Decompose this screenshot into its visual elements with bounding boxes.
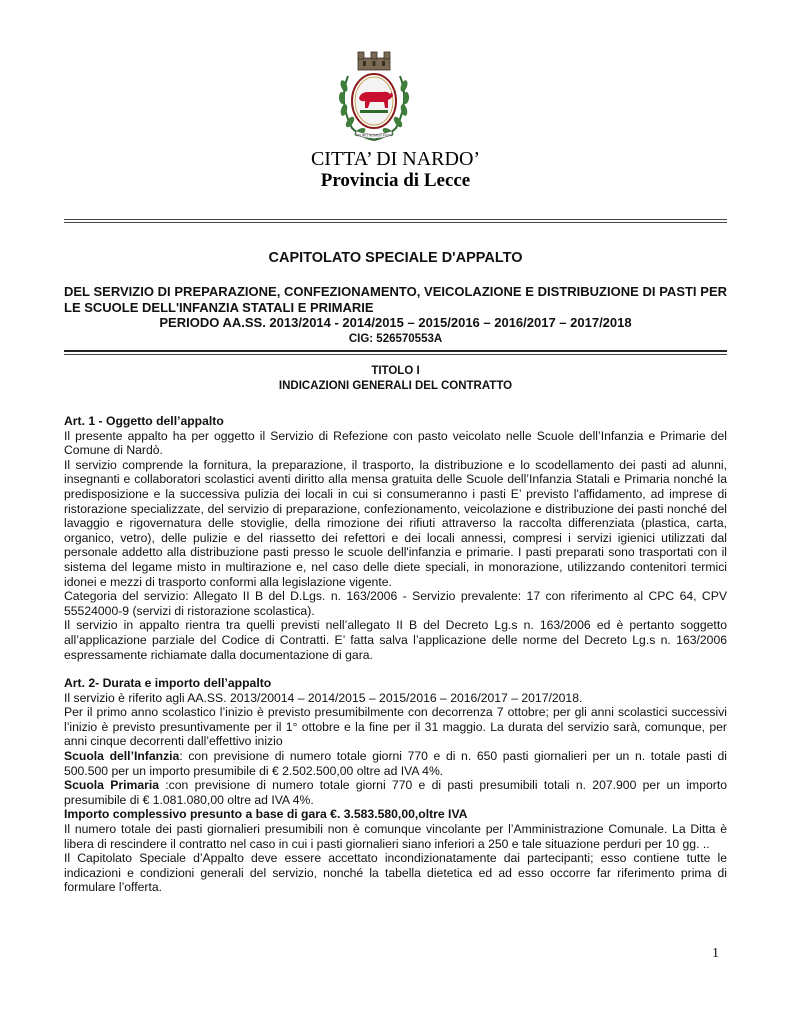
city-crest-logo <box>334 46 414 146</box>
subtitle-period: PERIODO AA.SS. 2013/2014 - 2014/2015 – 2015/2016 – 2016/2017 – 2017/2018 <box>159 315 632 330</box>
cig-code: CIG: 526570553A <box>348 333 443 345</box>
document-subtitle <box>64 284 727 331</box>
art2-paragraph-1: Il servizio è riferito agli AA.SS. 2013/20014 – 2014/2015 – 2015/2016 – 2016/2017 – 2017/2018. <box>64 690 583 705</box>
art1-paragraph-3: Categoria del servizio: Allegato II B del D.Lgs. n. 163/2006 - Servizio prevalente: 17 con riferimento al CPC 64, CPV 55524000-9 (servizi di ristorazione scolastica). <box>64 589 727 618</box>
art1-heading: Art. 1 - Oggetto dell’appalto <box>64 414 224 428</box>
section-number: TITOLO I <box>371 365 420 377</box>
subtitle-service: DEL SERVIZIO DI PREPARAZIONE, CONFEZIONAMENTO, VEICOLAZIONE E DISTRIBUZIONE DI PASTI PER LE SCUOLE DELL'INFANZIA STATALI E PRIMARIE <box>64 284 727 315</box>
header-divider-top <box>64 219 727 220</box>
art2-paragraph-2: Per il primo anno scolastico l’inizio è previsto presumibilmente con decorrenza 7 ottobre; per gli anni scolastici successivi l’inizio è previsto presuntivamente per il 1° ottobre e la fine per il 31 maggio. La durata del servizio sarà, comunque, per anni cinque decorrenti dall’effettivo inizio <box>64 705 727 749</box>
infanzia-text: : con previsione di numero totale giorni 770 e di n. 650 pasti giornalieri per un n. totale pasti di 500.500 per un importo presumibile di € 2.502.500,00 oltre ad IVA 4%. <box>64 749 727 778</box>
primaria-text: :con previsione di numero totale giorni 770 e di pasti presumibili totali n. 207.900 per un importo presumibile di € 1.081.080,00 oltre ad IVA 4%. <box>64 778 727 807</box>
art1-paragraph-4: Il servizio in appalto rientra tra quelli previsti nell’allegato II B del Decreto Lg.s n. 163/2006 ed è pertanto soggetto all’applicazione parziale del Codice di Contratti. E’ fatta salva l’applicazione delle norme del Decreto Lg.s n. 163/2006 espressamente richiamate dalla documentazione di gara. <box>64 618 727 662</box>
infanzia-label: Scuola dell’Infanzia <box>64 749 180 764</box>
crest-motto: TAURO NOMEN FERT <box>355 133 393 138</box>
art1-paragraph-2: Il servizio comprende la fornitura, la preparazione, il trasporto, la distribuzione e lo scodellamento dei pasti ad alunni, insegnanti e collaboratori scolastici aventi diritto alla mensa gratuita delle Scuole dell’Infanzia Statali e Primaria nonché la predisposizione e la successiva pulizia dei locali in cui si consumeranno i pasti E’ previsto l'affidamento, ad imprese di ristorazione specializzate, del servizio di preparazione, confezionamento, veicolazione e distribuzione dei pasti nonché del lavaggio e rigovernatura delle stoviglie, della rimozione dei rifiuti attraverso la raccolta differenziata (plastica, carta, organico, vetro), delle pulizie e del riassetto dei refettori e dei locali annessi, compresi i servizi igienici utilizzati dal personale addetto alla distribuzione pasti presso le scuole dell'infanzia e primarie. I pasti preparati sono trasportati con il sistema del legame misto in multirazione e, nel caso delle diete speciali, in monorazione, utilizzando contenitori termici idonei e mezzi di trasporto conformi alla legislazione vigente. <box>64 457 727 589</box>
art1-paragraph-1: Il presente appalto ha per oggetto il Servizio di Refezione con pasto veicolato nelle Scuole dell’Infanzia e Primarie del Comune di Nardò. <box>64 428 727 458</box>
art2-importo <box>64 807 727 822</box>
art2-primaria <box>64 778 727 807</box>
importo-text: Importo complessivo presunto a base di gara €. 3.583.580,00,oltre IVA <box>64 807 468 822</box>
section-name: INDICAZIONI GENERALI DEL CONTRATTO <box>278 380 513 392</box>
art2-heading: Art. 2- Durata e importo dell’appalto <box>64 676 272 691</box>
primaria-label: Scuola Primaria <box>64 778 160 793</box>
city-name: CITTA’ DI NARDO’ <box>310 148 481 170</box>
document-title: CAPITOLATO SPECIALE D'APPALTO <box>268 250 523 266</box>
section-title <box>64 364 727 394</box>
art2-paragraph-4: Il Capitolato Speciale d’Appalto deve essere accettato incondizionatamente dai partecipanti; esso contiene tutte le indicazioni e condizioni generali del servizio, nonché la tabella dietetica ed ad esso occorre far riferimento prima di formulare l’offerta. <box>64 851 727 895</box>
art2-infanzia <box>64 749 727 778</box>
header-divider-bottom <box>64 222 727 223</box>
province-name: Provincia di Lecce <box>320 170 471 191</box>
art2-paragraph-3: Il numero totale dei pasti giornalieri presumibili non è comunque vincolante per l’Amministrazione Comunale. La Ditta è libera di rescindere il contratto nel caso in cui i pasti giornalieri siano inferiori a 250 e tale situazione perduri per 10 gg. .. <box>64 822 727 851</box>
document-body <box>64 414 727 895</box>
title-divider-bottom <box>64 354 727 355</box>
page-number: 1 <box>712 946 719 961</box>
title-divider-top <box>64 350 727 352</box>
